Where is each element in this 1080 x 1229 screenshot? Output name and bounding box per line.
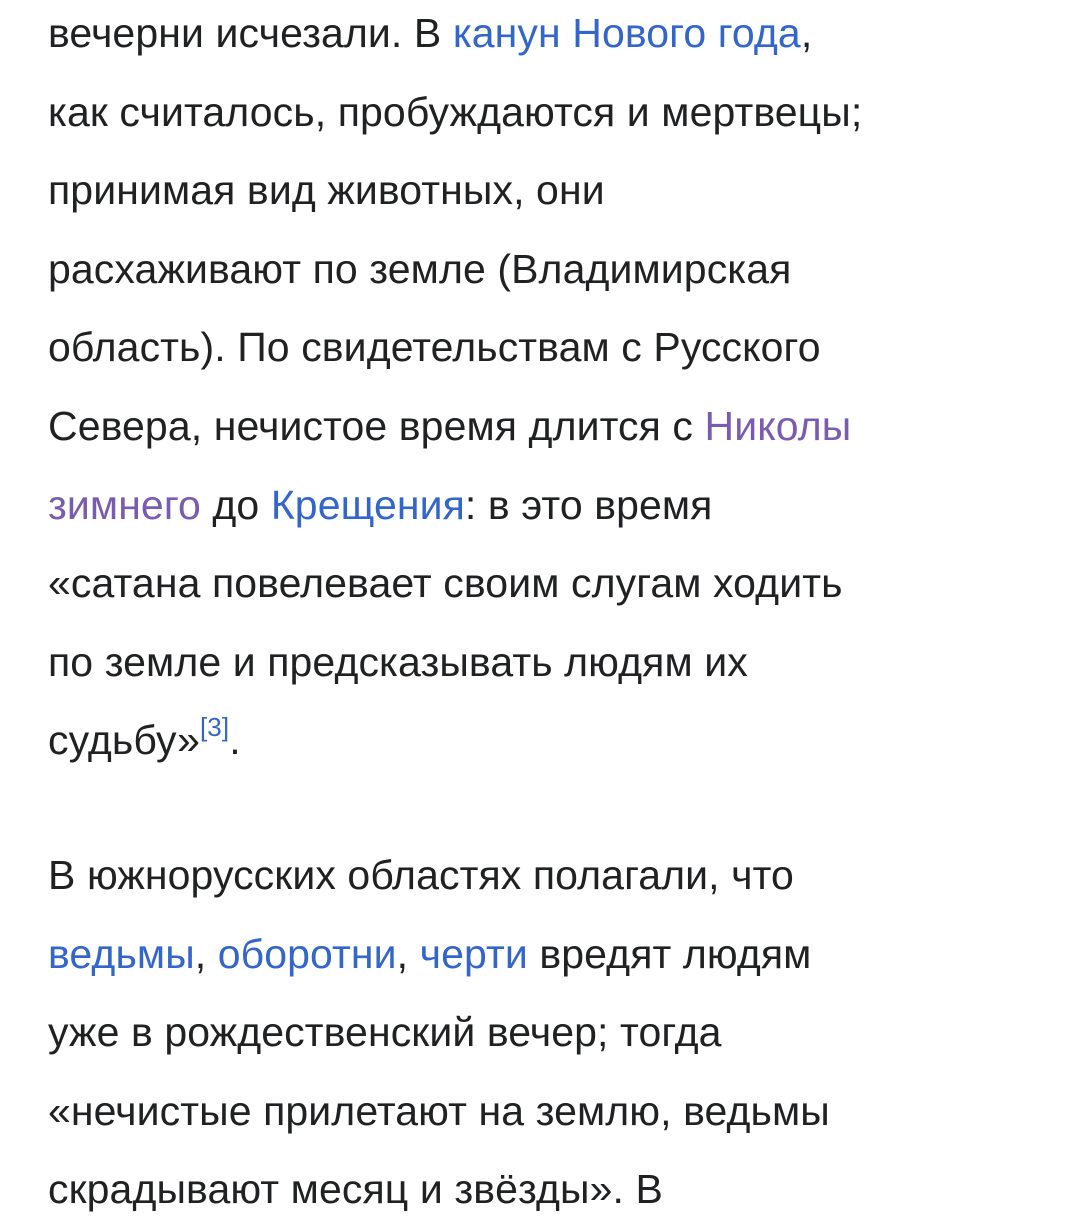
text: , bbox=[800, 10, 813, 56]
text: до bbox=[200, 481, 271, 528]
text: , bbox=[396, 930, 420, 977]
text-line bbox=[48, 0, 1058, 73]
text-line bbox=[48, 308, 1058, 387]
link-werewolves[interactable]: оборотни bbox=[217, 930, 397, 977]
text: «нечистые прилетают на землю, ведьмы bbox=[48, 1087, 830, 1134]
link-devils[interactable]: черти bbox=[419, 930, 528, 977]
text: скрадывают месяц и звёзды». В bbox=[48, 1166, 663, 1213]
text: : в это время bbox=[464, 481, 713, 528]
text-line bbox=[48, 387, 1058, 466]
text: Севера, нечистое время длится с bbox=[48, 402, 705, 449]
text-line bbox=[48, 993, 1058, 1072]
text-line bbox=[48, 623, 1058, 702]
paragraph bbox=[48, 0, 1058, 780]
text: область). По свидетельствам с Русского bbox=[48, 324, 821, 371]
text: , bbox=[194, 930, 218, 977]
text-line bbox=[48, 230, 1058, 309]
article-body bbox=[48, 0, 1058, 1229]
text-line bbox=[48, 836, 1058, 915]
text-line bbox=[48, 544, 1058, 623]
text: судьбу» bbox=[48, 717, 200, 764]
reference-superscript bbox=[200, 712, 229, 742]
reference-link-3[interactable]: [3] bbox=[199, 712, 230, 743]
text: . bbox=[229, 717, 241, 764]
text-line bbox=[48, 701, 1058, 780]
text: «сатана повелевает своим слугам ходить bbox=[48, 560, 843, 607]
text-line bbox=[48, 151, 1058, 230]
text-line bbox=[48, 1150, 1058, 1229]
text: вечерни исчезали. В bbox=[48, 10, 453, 56]
text: В южнорусских областях полагали, что bbox=[48, 851, 794, 898]
text: принимая вид животных, они bbox=[48, 167, 605, 214]
link-new-year-eve[interactable]: канун Нового года bbox=[452, 10, 801, 56]
text-line bbox=[48, 915, 1058, 994]
text: вредят людям bbox=[527, 930, 812, 977]
text-line bbox=[48, 73, 1058, 152]
link-nikola-winter-part1[interactable]: Николы bbox=[704, 402, 852, 449]
text-line bbox=[48, 1072, 1058, 1151]
text: уже в рождественский вечер; тогда bbox=[48, 1009, 722, 1056]
text: как считалось, пробуждаются и мертвецы; bbox=[48, 88, 863, 135]
text-line bbox=[48, 466, 1058, 545]
link-witches[interactable]: ведьмы bbox=[48, 930, 195, 977]
paragraph bbox=[48, 836, 1058, 1229]
text: по земле и предсказывать людям их bbox=[48, 638, 748, 685]
link-epiphany[interactable]: Крещения bbox=[270, 481, 465, 528]
text: расхаживают по земле (Владимирская bbox=[48, 245, 792, 292]
link-nikola-winter-part2[interactable]: зимнего bbox=[48, 481, 201, 528]
